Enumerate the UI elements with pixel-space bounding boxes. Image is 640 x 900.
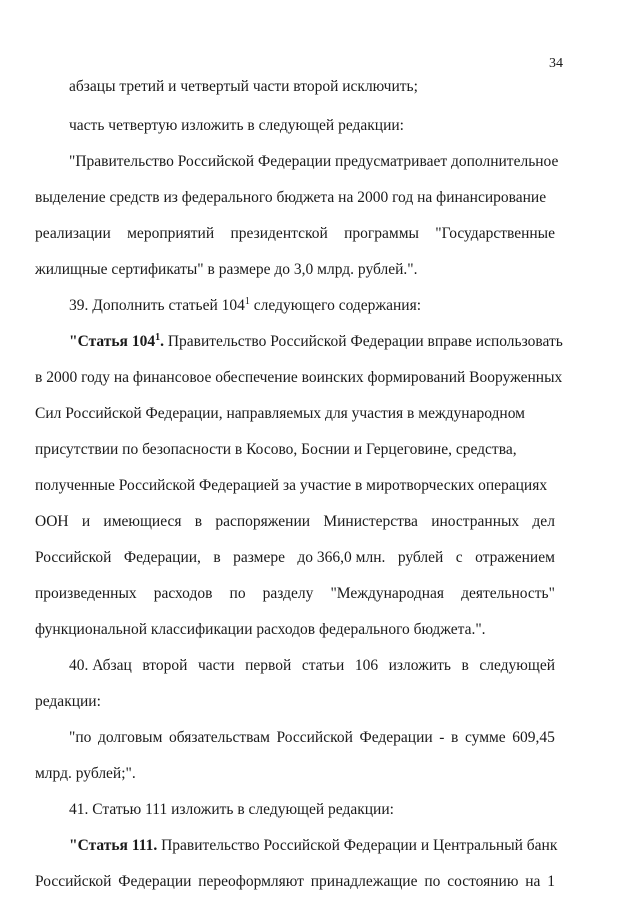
text-line: Сил Российской Федерации, направляемых для участия в международном [35, 405, 525, 422]
text-line: абзацы третий и четвертый части второй исключить; [69, 78, 418, 95]
text-line: часть четвертую изложить в следующей редакции: [69, 117, 404, 134]
text-line: "Статья $104^1$. Правительство Российской Федерации вправе использовать [69, 332, 563, 350]
text-line-justified: 40. Абзац второй части первой статьи 106 изложить в следующей [69, 657, 555, 674]
text-line: функциональной классификации расходов федерального бюджета.". [35, 621, 486, 638]
text-line-justified: "по долговым обязательствам Российской Федерации - в сумме 609,45 [69, 729, 555, 746]
text-line: млрд. рублей;". [35, 765, 136, 782]
text-line-justified: Российской Федерации, в размере до 366,0 млн. рублей с отражением [35, 549, 555, 566]
text-line: "Статья 111. Правительство Российской Федерации и Центральный банк [69, 837, 558, 854]
text-line: "Правительство Российской Федерации предусматривает дополнительное [69, 153, 559, 170]
page-number: 34 [549, 56, 563, 71]
word: мероприятий [127, 225, 215, 242]
word: программы [344, 225, 419, 242]
word: "Государственные [435, 225, 555, 242]
text-line: в 2000 году на финансовое обеспечение воинских формирований Вооруженных [35, 369, 563, 386]
text-line-justified: произведенных расходов по разделу "Международная деятельность" [35, 585, 555, 602]
text-line-justified: ООН и имеющиеся в распоряжении Министерства иностранных дел [35, 513, 555, 530]
text-line: жилищные сертификаты" в размере до 3,0 млрд. рублей.". [35, 261, 418, 278]
text-line-justified: Российской Федерации переоформляют принадлежащие по состоянию на 1 [35, 873, 555, 890]
text-line: полученные Российской Федерацией за участие в миротворческих операциях [35, 477, 548, 494]
text-line: 39. Дополнить статьей $104^1$ следующего содержания: [69, 296, 422, 314]
text-line: выделение средств из федерального бюджета на 2000 год на финансирование [35, 189, 547, 206]
text-line: редакции: [35, 693, 101, 710]
word: реализации [35, 225, 111, 242]
text-line-justified [35, 224, 555, 244]
text-line: присутствии по безопасности в Косово, Боснии и Герцеговине, средства, [35, 441, 517, 458]
text-line: 41. Статью 111 изложить в следующей редакции: [69, 801, 394, 818]
word: президентской [230, 225, 328, 242]
